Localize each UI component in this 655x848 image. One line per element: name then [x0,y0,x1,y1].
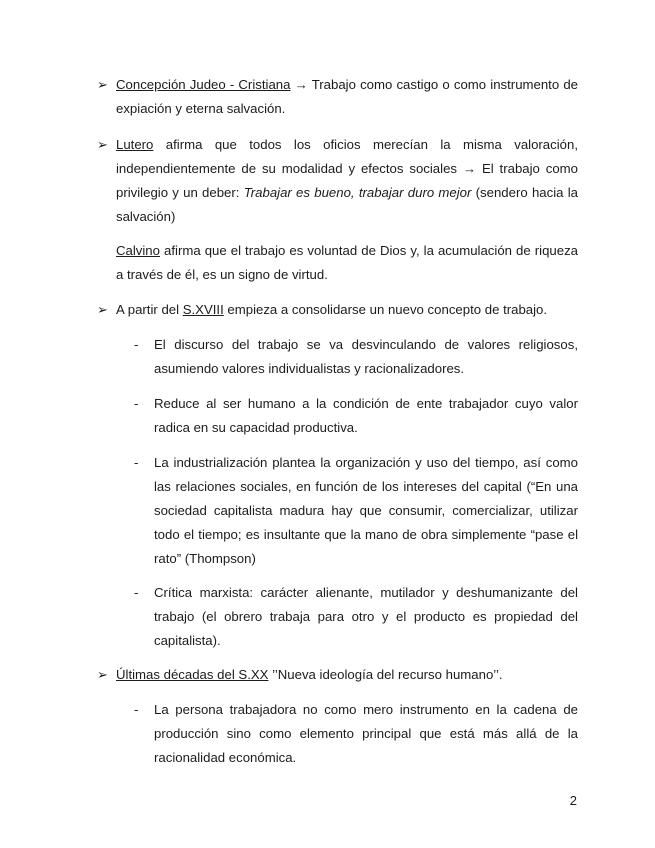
paragraph-text: afirma que todos los oficios merecían la misma valoración, independientemente de su modalidad y efectos sociales → El trabajo como privilegio y un deber: [116,137,578,200]
term-sxviii: S.XVIII [182,302,224,317]
list-item: El discurso del trabajo se va desvinculando de valores religiosos, asumiendo valores individualistas y racionalizadores. [154,337,578,376]
paragraph-ultimas-decadas [116,663,578,687]
italic-quote: Trabajar es bueno, trabajar duro mejor [243,185,472,200]
paragraph-text: ’’Nueva ideología del recurso humano’’. [268,667,503,682]
dash-bullet-icon: - [134,455,139,470]
dash-bullet-icon: - [134,337,139,352]
dash-bullet-icon: - [134,702,139,717]
paragraph-text: A partir del [116,302,183,317]
list-item: Reduce al ser humano a la condición de ente trabajador cuyo valor radica en su capacidad productiva. [154,396,578,435]
list-item: La industrialización plantea la organización y uso del tiempo, así como las relaciones sociales, en función de los intereses del capital (“En una sociedad capitalista madura hay que consumir, comercializar, utilizar todo el tiempo; es insultante que la mano de obra simplemente “pase el rato” (Thompson) [154,455,578,566]
arrow-bullet-icon: ➢ [97,667,108,682]
arrow-bullet-icon: ➢ [97,302,108,317]
list-item: Crítica marxista: carácter alienante, mutilador y deshumanizante del trabajo (el obrero trabaja para otro y el producto es propiedad del capitalista). [154,585,578,648]
paragraph-text: → Trabajo como castigo o como instrumento de expiación y eterna salvación. [116,77,578,116]
paragraph-lutero [116,133,578,229]
paragraph-text: empieza a consolidarse un nuevo concepto de trabajo. [223,302,548,317]
paragraph-sxviii [116,298,578,322]
term-lutero: Lutero [116,137,154,152]
page-number: 2 [569,793,577,808]
term-ultimas-decadas: Últimas décadas del S.XX [116,667,269,682]
dash-bullet-icon: - [134,396,139,411]
paragraph-text: afirma que el trabajo es voluntad de Dios y, la acumulación de riqueza a través de él, es un signo de virtud. [116,243,578,282]
list-item: La persona trabajadora no como mero instrumento en la cadena de producción sino como elemento principal que está más allá de la racionalidad económica. [154,702,578,765]
arrow-bullet-icon: ➢ [97,137,108,152]
dash-bullet-icon: - [134,585,139,600]
paragraph-text: (sendero hacia la salvación) [116,185,578,224]
term-judeo-cristiana: Concepción Judeo - Cristiana [116,77,291,92]
paragraph-calvino [116,239,578,287]
arrow-bullet-icon: ➢ [97,77,108,92]
term-calvino: Calvino [116,243,160,258]
paragraph-judeo-cristiana [116,73,578,121]
